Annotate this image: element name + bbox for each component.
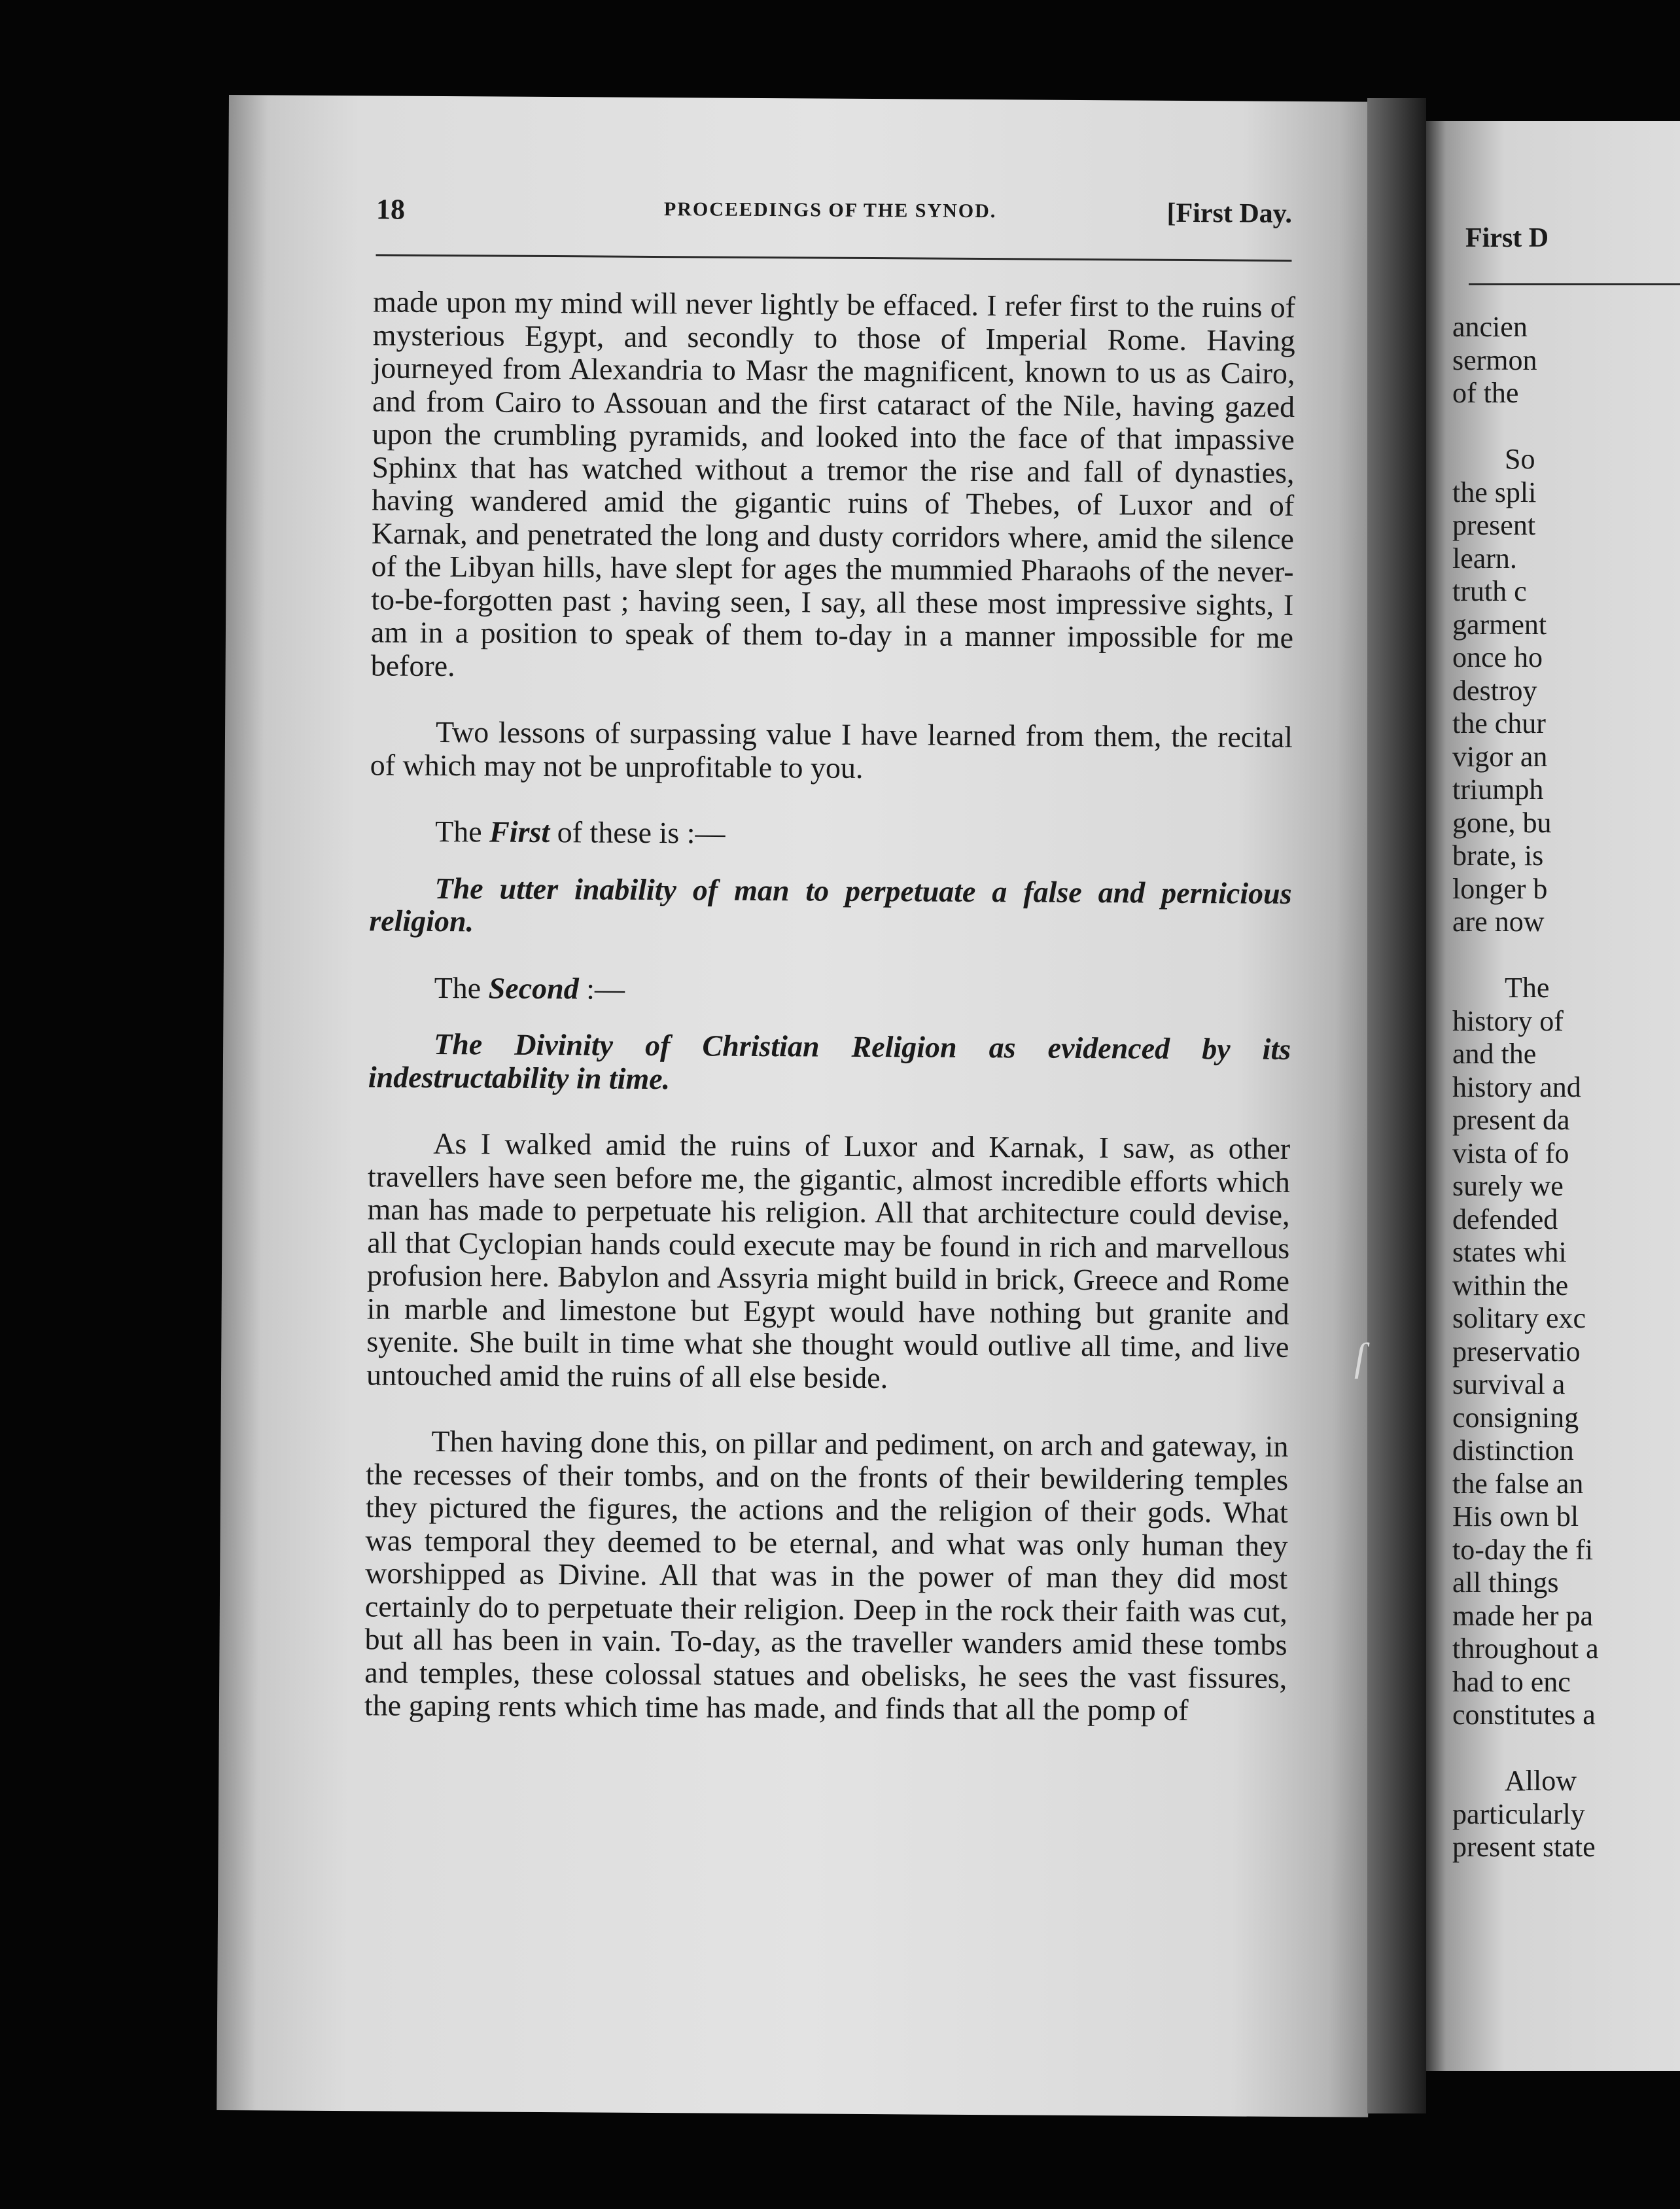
paragraph-then: Then having done this, on pillar and pediment, on arch and gateway, in the recesses of their tombs, and on the fronts of their bewildering temples they pictured the figures, the actions and the religion of their gods. What was temporal they deemed to be eternal, and what was only human they worshipped as Divine. All that was in the power of man they did most certainly do to perpetuate their religion. Deep in the rock their faith was cut, but all has been in vain. To-day, as the traveller wanders amid these tombs and temples, these colossal statues and obelisks, he sees the vast fissures, the gaping rents which time has made, and finds that all the pomp of: [364, 1424, 1289, 1727]
right-line-fragment: made her pa: [1452, 1599, 1593, 1632]
right-line-fragment: So: [1505, 443, 1535, 475]
right-line-fragment: brate, is: [1452, 839, 1544, 872]
right-line-fragment: garment: [1452, 608, 1547, 641]
right-line-fragment: [1452, 1732, 1680, 1765]
right-line-fragment: states whi: [1452, 1236, 1567, 1268]
right-line-fragment: preservatio: [1452, 1335, 1581, 1368]
right-line-fragment: once ho: [1452, 641, 1543, 673]
right-line-fragment: constitutes a: [1452, 1699, 1596, 1731]
right-line-fragment: and the: [1452, 1038, 1537, 1070]
right-line-fragment: present state: [1452, 1831, 1596, 1863]
right-line-fragment: vigor an: [1452, 740, 1548, 773]
right-line-fragment: learn.: [1452, 542, 1517, 574]
right-line-fragment: vista of fo: [1452, 1137, 1569, 1169]
left-page: [217, 95, 1380, 2117]
right-line-fragment: present: [1452, 509, 1536, 541]
right-line-fragment: The: [1505, 972, 1550, 1004]
right-line-fragment: destroy: [1452, 674, 1537, 707]
right-line-fragment: of the: [1452, 377, 1519, 409]
right-line-fragment: His own bl: [1452, 1500, 1579, 1532]
body-text: [364, 285, 1296, 1761]
right-line-fragment: survival a: [1452, 1368, 1566, 1400]
second-lesson-label: The Second :—: [434, 970, 625, 1006]
right-line-fragment: defended: [1452, 1203, 1558, 1235]
right-line-fragment: the false an: [1452, 1467, 1584, 1500]
right-line-fragment: [1452, 939, 1680, 972]
right-line-fragment: distinction: [1452, 1434, 1574, 1466]
right-line-fragment: present da: [1452, 1104, 1570, 1136]
right-line-fragment: ancien: [1452, 311, 1528, 343]
header-rule: [376, 254, 1291, 262]
right-line-fragment: particularly: [1452, 1797, 1585, 1830]
paragraph-luxor: As I walked amid the ruins of Luxor and Karnak, I saw, as other travellers have seen before me, the gigantic, almost incredible efforts which man has made to perpetuate his religion. All that architecture could devise, all that Cyclopian hands could execute may be found in rich and marvellous profusion here. Babylon and Assyria might build in brick, Greece and Rome in marble and limestone but Egypt would have nothing but granite and syenite. She built in time what she thought would outlive all time, and live untouched amid the ruins of all else beside.: [366, 1126, 1291, 1394]
right-line-fragment: [1452, 410, 1680, 444]
gutter-shadow: [1367, 98, 1426, 2113]
page-header: [376, 192, 1292, 238]
page-number: 18: [376, 193, 406, 226]
right-line-fragment: had to enc: [1452, 1665, 1571, 1698]
right-line-fragment: surely we: [1452, 1170, 1564, 1202]
first-lesson-label: The First of these is :—: [434, 814, 726, 850]
right-line-fragment: sermon: [1452, 344, 1537, 376]
right-line-fragment: truth c: [1452, 575, 1527, 607]
right-header-rule: [1469, 283, 1680, 285]
first-lesson: The utter inability of man to perpetuate a false and pernicious religion.: [369, 871, 1292, 938]
right-line-fragment: history of: [1452, 1004, 1564, 1037]
paragraph-two-lessons: Two lessons of surpassing value I have learned from them, the recital of which may not be unprofitable to you.: [370, 715, 1293, 785]
right-line-fragment: solitary exc: [1452, 1302, 1586, 1334]
right-line-fragment: within the: [1452, 1269, 1569, 1301]
right-line-fragment: throughout a: [1452, 1633, 1599, 1665]
right-line-fragment: gone, bu: [1452, 806, 1552, 839]
paragraph-continued: made upon my mind will never lightly be effaced. I refer first to the ruins of mysterious Egypt, and secondly to those of Imperial Rome. Having journeyed from Alexandria to Masr the magnificent, known to us as Cairo, and from Cairo to Assouan and the first cataract of the Nile, having gazed upon the crumbling pyramids, and looked into the face of that impassive Sphinx that has watched without a tremor the rise and fall of dynasties, having wandered amid the gigantic ruins of Thebes, of Luxor and of Karnak, and penetrated the long and dusty corridors where, amid the silence of the Libyan hills, have slept for ages the mummied Pharaohs of the never-to-be-forgotten past ; having seen, I say, all these most impressive sights, I am in a position to speak of them to-day in a manner impossible for me before.: [370, 285, 1296, 682]
first-emphasis: First: [489, 815, 550, 849]
running-title: PROCEEDINGS OF THE SYNOD.: [663, 198, 997, 222]
right-line-fragment: all things: [1452, 1566, 1559, 1599]
right-line-fragment: triumph: [1452, 773, 1544, 805]
right-page-text: [1452, 311, 1680, 1864]
right-page: [1426, 121, 1680, 2071]
right-line-fragment: history and: [1452, 1070, 1581, 1103]
day-label: [First Day.: [1166, 198, 1293, 229]
right-line-fragment: to-day the fi: [1452, 1533, 1594, 1566]
margin-mark: ſ: [1354, 1335, 1365, 1379]
right-line-fragment: the spli: [1452, 476, 1537, 508]
right-line-fragment: the chur: [1452, 707, 1546, 739]
right-line-fragment: are now: [1452, 906, 1545, 938]
second-emphasis: Second: [488, 970, 579, 1005]
right-line-fragment: longer b: [1452, 872, 1548, 905]
right-page-header: First D: [1465, 223, 1549, 253]
right-line-fragment: Allow: [1505, 1765, 1577, 1797]
second-lesson: The Divinity of Christian Religion as evidenced by its indestructability in time.: [368, 1027, 1291, 1095]
right-line-fragment: consigning: [1452, 1401, 1579, 1434]
